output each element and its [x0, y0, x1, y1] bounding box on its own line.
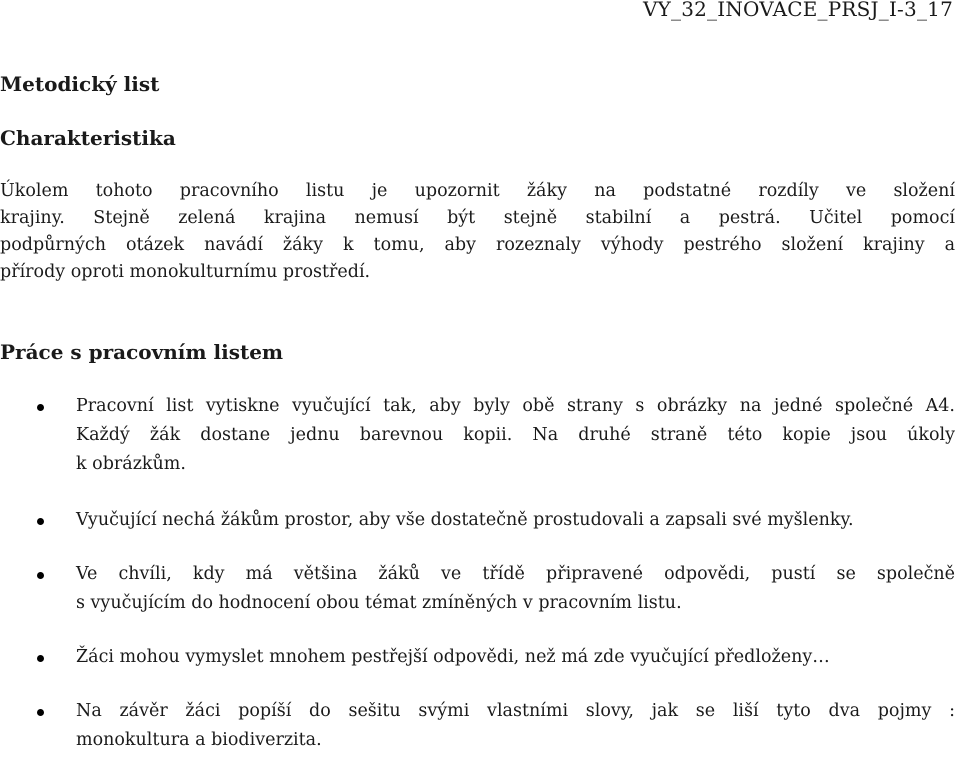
list-item-text [76, 506, 955, 535]
paragraph-line: přírody oproti monokulturnímu prostředí. [0, 262, 371, 282]
paragraph-line: krajiny. Stejně zelená krajina nemusí být stejně stabilní a pestrá. Učitel pomocí [0, 208, 955, 228]
list-item-line: Vyučující nechá žákům prostor, aby vše dostatečně prostudovali a zapsali své myšlenky. [76, 510, 854, 530]
bullet-icon [37, 709, 44, 716]
list-item-line: k obrázkům. [76, 454, 186, 474]
bullet-icon [37, 518, 44, 525]
list-item [0, 697, 955, 755]
list-item [0, 392, 955, 479]
page-title: Metodický list [0, 72, 160, 96]
list-item [0, 643, 955, 672]
list-item-text [76, 643, 955, 672]
paragraph-line: Úkolem tohoto pracovního listu je upozornit žáky na podstatné rozdíly ve složení [0, 181, 955, 201]
list-item [0, 506, 955, 535]
list-item-line: Každý žák dostane jednu barevnou kopii. Na druhé straně této kopie jsou úkoly [76, 425, 955, 445]
section-heading-characteristics: Charakteristika [0, 126, 176, 150]
section-heading-work: Práce s pracovním listem [0, 340, 284, 364]
list-item-line: monokultura a biodiverzita. [76, 730, 322, 750]
list-item-text [76, 560, 955, 618]
list-item-line: Žáci mohou vymyslet mnohem pestřejší odpovědi, než má zde vyučující předloženy… [76, 647, 830, 667]
bullet-icon [37, 404, 44, 411]
list-item [0, 560, 955, 618]
list-item-text [76, 697, 955, 755]
list-item-text [76, 392, 955, 479]
list-item-line: Ve chvíli, kdy má většina žáků ve třídě připravené odpovědi, pustí se společně [76, 564, 955, 584]
bullet-icon [37, 655, 44, 662]
paragraph-line: podpůrných otázek navádí žáky k tomu, aby rozeznaly výhody pestrého složení krajiny a [0, 235, 955, 255]
task-list [0, 392, 955, 755]
list-item-line: Pracovní list vytiskne vyučující tak, aby byly obě strany s obrázky na jedné společné A4. [76, 396, 955, 416]
document-code: VY_32_INOVACE_PRSJ_I-3_17 [642, 0, 953, 21]
list-item-line: s vyučujícím do hodnocení obou témat zmíněných v pracovním listu. [76, 593, 682, 613]
list-item-line: Na závěr žáci popíší do sešitu svými vlastními slovy, jak se liší tyto dva pojmy : [76, 701, 955, 721]
bullet-icon [37, 572, 44, 579]
characteristics-paragraph [0, 178, 955, 286]
